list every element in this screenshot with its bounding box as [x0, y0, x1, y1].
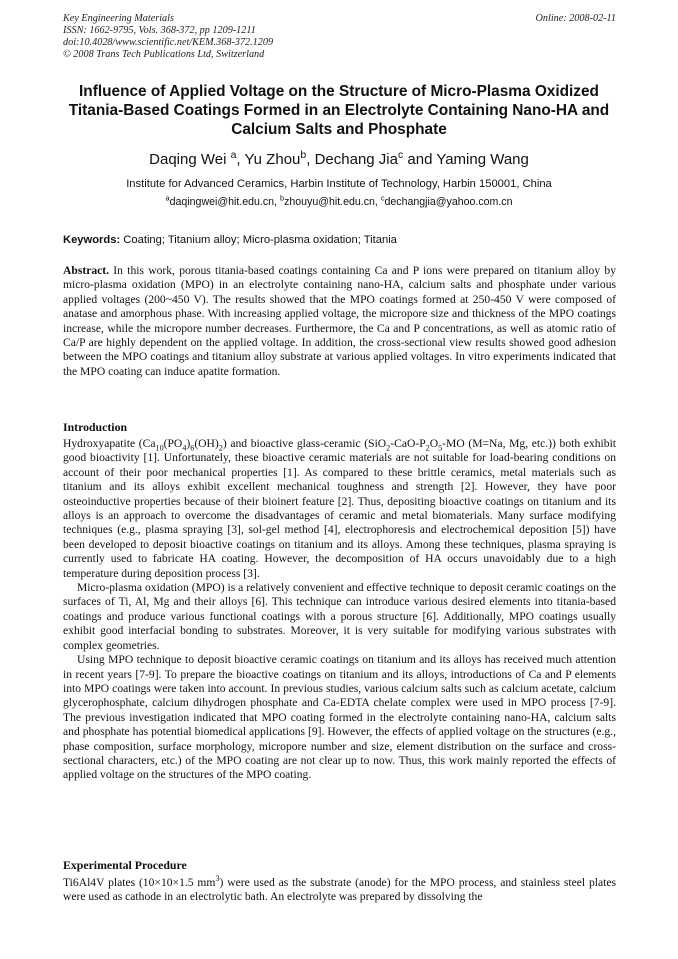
author-name: Daqing Wei [149, 151, 227, 168]
email-link: zhouyu@hit.edu.cn, [284, 196, 381, 208]
keywords-label: Keywords: [63, 234, 121, 246]
author-name: Yaming Wang [436, 151, 529, 168]
text-run: ) [186, 437, 191, 450]
doi-line: doi:10.4028/www.scientific.net/KEM.368-372.1209 [63, 37, 274, 48]
subscript: 6 [190, 443, 195, 453]
text-run: (PO [163, 437, 183, 450]
author-name: Dechang Jia [314, 151, 398, 168]
email-mark: b [279, 193, 285, 203]
author-affil-mark: b [300, 149, 307, 161]
copyright-line: © 2008 Trans Tech Publications Ltd, Switzerland [63, 49, 265, 60]
subscript: 10 [155, 443, 164, 453]
paragraph [63, 437, 616, 581]
introduction-body [63, 437, 616, 783]
email-list [50, 195, 628, 209]
journal-header [63, 13, 616, 61]
paragraph: Micro-plasma oxidation (MPO) is a relatively convenient and effective technique to deposit ceramic coatings on the surfaces of Ti, Al, Mg and their alloys [6]. This technique can introduce various desired elements into titania-based coatings and produce various functional coatings with a porous structure [6]. Additionally, MPO coatings usually exhibit good interfacial bonding to substrates. Moreover, it is very suitable for modifying various substrates with complex geometries. [63, 581, 616, 652]
text-run: ) were used as the substrate (anode) for the MPO process, and stainless steel plates were used as cathode in an electrolytic bath. An electrolyte was prepared by dissolving the [63, 876, 616, 904]
email-link: daqingwei@hit.edu.cn, [169, 196, 280, 208]
paper-title: Influence of Applied Voltage on the Structure of Micro-Plasma Oxidized Titania-Based Coatings Formed in an Electrolyte Containing Nano-HA and Calcium Salts and Phosphate [68, 83, 610, 138]
superscript: 3 [215, 874, 220, 884]
subscript: 2 [386, 443, 391, 453]
author-list [50, 151, 628, 169]
subscript: 5 [438, 443, 443, 453]
affiliation: Institute for Advanced Ceramics, Harbin Institute of Technology, Harbin 150001, China [126, 178, 552, 190]
section-heading-introduction: Introduction [63, 420, 128, 434]
text-run: (OH) [194, 437, 219, 450]
journal-name: Key Engineering Materials [63, 13, 174, 24]
author-affil-mark: a [230, 149, 237, 161]
abstract-label: Abstract. [63, 264, 110, 277]
keywords-text: Coating; Titanium alloy; Micro-plasma oxidation; Titania [120, 234, 397, 246]
email-link: dechangjia@yahoo.com.cn [384, 196, 513, 208]
text-run: -CaO-P [390, 437, 426, 450]
author-separator: , [306, 151, 315, 168]
email-mark: c [380, 193, 385, 203]
author-name: Yu Zhou [244, 151, 301, 168]
text-run: Ti6Al4V plates (10×10×1.5 mm [63, 876, 216, 889]
subscript: 2 [218, 443, 223, 453]
text-run: -MO (M=Na, Mg, etc.)) both exhibit good bioactivity [1]. Unfortunately, these bioactive ceramic materials are not suitable for load-bearing conditions on account of their poor mechanical properties [1]. As compared to these brittle ceramics, metal materials such as titanium and its alloys exhibit excellent mechanical toughness and strength [2]. However, they have poor osteoinductive properties because of their bioinert feature [2]. Thus, depositing bioactive coatings on titanium and its alloys is an approach to overcome the disadvantages of ceramic and metal biomaterials. Many surface modifying techniques (e.g., plasma spraying [3], sol-gel method [4], electrophoresis and electrochemical deposition [5]) have been developed to deposit bioactive coatings on titanium and its alloys. Among these techniques, plasma spraying is currently used to fabricate HA coating. However, the decomposition of HA occurs unavoidably due to a high temperature during deposition process [3]. [63, 437, 617, 580]
author-separator: , [236, 151, 245, 168]
issn-line: ISSN: 1662-9795, Vols. 368-372, pp 1209-1211 [63, 25, 256, 36]
email-mark: a [165, 193, 170, 203]
author-separator: and [403, 151, 437, 168]
keywords [63, 233, 616, 247]
online-date: Online: 2008-02-11 [535, 13, 616, 24]
paragraph: Using MPO technique to deposit bioactive ceramic coatings on titanium and its alloys has received much attention in recent years [7-9]. To prepare the bioactive coatings on titanium and its alloys, introductions of Ca and P elements into MPO coatings were taken into account. In previous studies, various calcium salts such as calcium acetate, calcium glycerophosphate, calcium dihydrogen phosphate and Ca-EDTA chelate complex were used in MPO process [7-9]. The previous investigation indicated that MPO coating formed in the electrolyte containing nano-HA, calcium salts and phosphate has potential biomedical applications [9]. However, the effects of applied voltage on the structures (e.g., phase composition, surface morphology, micropore number and size, element distribution on the surface and cross-sectional characters, etc.) of the MPO coating are not clear up to now. Thus, this work mainly reported the effects of applied voltage on the structures of the MPO coating. [63, 653, 616, 782]
subscript: 4 [182, 443, 187, 453]
experimental-body [63, 876, 616, 905]
text-run: ) and bioactive glass-ceramic (SiO [222, 437, 387, 450]
abstract [63, 264, 616, 379]
text-run: Hydroxyapatite (Ca [63, 437, 156, 450]
author-affil-mark: c [397, 149, 404, 161]
abstract-text: In this work, porous titania-based coatings containing Ca and P ions were prepared on titanium alloy by micro-plasma oxidation (MPO) in an electrolyte containing nano-HA, calcium salts and phosphate under various applied voltages (200~450 V). The results showed that the MPO coatings formed at 250-450 V were composed of anatase and amorphous phase. With increasing applied voltage, the micropore size and thickness of the MPO coatings increase, while the micropore number decreases. Furthermore, the Ca and P concentrations, as well as atomic ratio of Ca/P are highly dependent on the applied voltage. In addition, the cross-sectional view results showed good adhesion between the MPO coatings and titanium alloy substrate at various applied voltages. In vitro experiments indicated that the MPO coating can induce apatite formation. [63, 264, 616, 378]
section-heading-experimental: Experimental Procedure [63, 858, 187, 872]
subscript: 2 [425, 443, 430, 453]
text-run: O [429, 437, 439, 450]
